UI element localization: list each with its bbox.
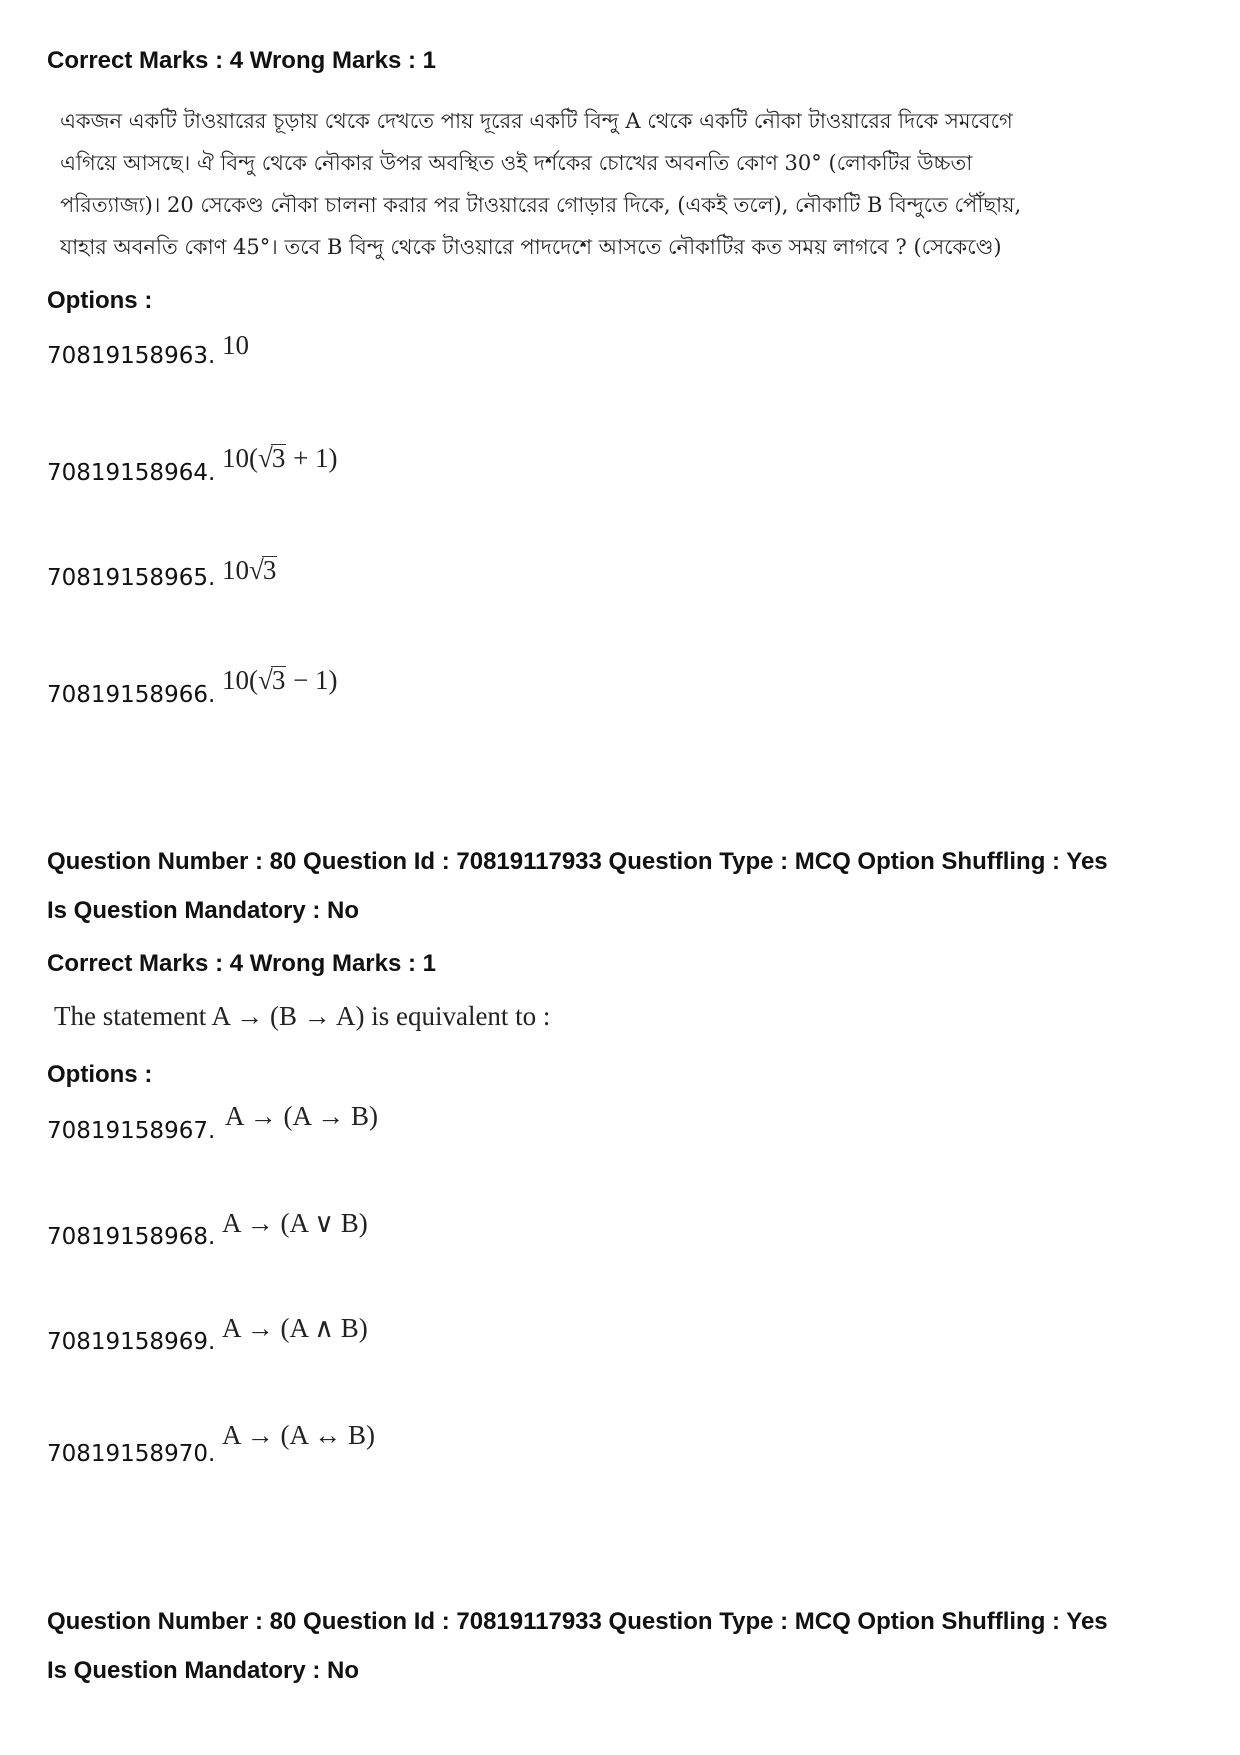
option-id: 70819158970. xyxy=(47,1441,216,1467)
option-id: 70819158966. xyxy=(47,682,216,708)
marks-line-1: Correct Marks : 4 Wrong Marks : 1 xyxy=(47,47,437,74)
options-label-2: Options : xyxy=(47,1061,153,1088)
radicand: 3 xyxy=(262,555,277,585)
question-text-bengali xyxy=(60,100,1021,268)
option-math[interactable] xyxy=(222,330,249,361)
option-math[interactable] xyxy=(222,665,338,696)
option-id: 70819158963. xyxy=(47,343,216,369)
question-header-line-1: Question Number : 80 Question Id : 70819117933 Question Type : MCQ Option Shuffling : Yes xyxy=(47,848,1108,875)
options-label-1: Options : xyxy=(47,287,153,314)
option-expr[interactable]: A → (A → B) xyxy=(225,1101,379,1131)
question-header-line-2: Is Question Mandatory : No xyxy=(47,897,360,924)
option-id: 70819158967. xyxy=(47,1118,216,1144)
question-line: এগিয়ে আসছে। ঐ বিন্দু থেকে নৌকার উপর অবস্থিত ওই দর্শকের চোখের অবনতি কোণ 30° (লোকটির উচ্চতা xyxy=(60,151,973,175)
option-math[interactable] xyxy=(222,555,277,586)
option-id: 70819158968. xyxy=(47,1224,216,1250)
option-id: 70819158964. xyxy=(47,460,216,486)
option-expr[interactable]: A → (A ∨ B) xyxy=(222,1208,368,1238)
sqrt-symbol: √3 xyxy=(258,665,286,695)
question-header-line-2: Is Question Mandatory : No xyxy=(47,1657,360,1684)
option-math[interactable] xyxy=(222,443,338,474)
option-math-text: 10( xyxy=(222,665,258,695)
question-header-line-1: Question Number : 80 Question Id : 70819117933 Question Type : MCQ Option Shuffling : Yes xyxy=(47,1608,1108,1635)
option-math-text: 10 xyxy=(222,330,249,360)
question-line: একজন একটি টাওয়ারের চূড়ায় থেকে দেখতে পায় দূরের একটি বিন্দু A থেকে একটি নৌকা টাওয়ারের দিকে সমবেগে xyxy=(60,109,1013,133)
sqrt-symbol: √3 xyxy=(258,443,286,473)
option-math-text: 10 xyxy=(222,555,249,585)
marks-line-2: Correct Marks : 4 Wrong Marks : 1 xyxy=(47,950,437,977)
option-math-text: 10( xyxy=(222,443,258,473)
sqrt-symbol: √3 xyxy=(249,555,277,585)
option-math-text: + 1) xyxy=(286,443,338,473)
option-expr[interactable]: A → (A ↔ B) xyxy=(222,1420,376,1450)
option-math-text: − 1) xyxy=(286,665,338,695)
question-line: যাহার অবনতি কোণ 45°। তবে B বিন্দু থেকে টাওয়ারে পাদদেশে আসতে নৌকাটির কত সময় লাগবে ? (সেকেণ্ডে) xyxy=(60,235,1002,259)
option-id: 70819158965. xyxy=(47,565,216,591)
question-line: পরিত্যাজ্য)। 20 সেকেণ্ড নৌকা চালনা করার পর টাওয়ারের গোড়ার দিকে, (একই তলে), নৌকাটি B বিন্দুতে পৌঁছায়, xyxy=(60,193,1022,217)
radicand: 3 xyxy=(271,665,286,695)
question-statement: The statement A → (B → A) is equivalent to : xyxy=(54,1001,551,1031)
radicand: 3 xyxy=(271,443,286,473)
option-id: 70819158969. xyxy=(47,1329,216,1355)
option-expr[interactable]: A → (A ∧ B) xyxy=(222,1313,368,1343)
